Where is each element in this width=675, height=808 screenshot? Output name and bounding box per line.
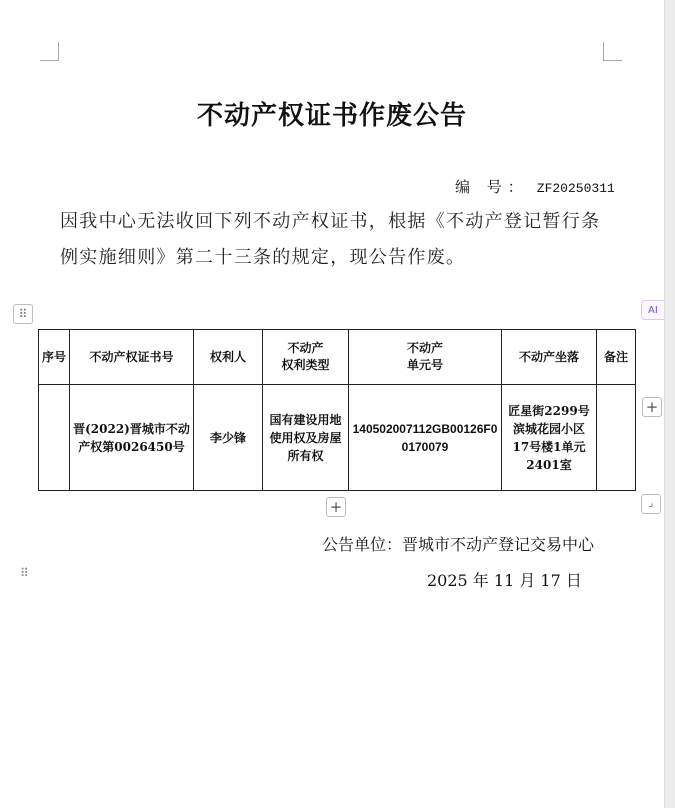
header-location: 不动产坐落: [502, 330, 597, 385]
table-header-row: [39, 330, 636, 385]
header-unit-no-line2: 单元号: [406, 358, 443, 372]
add-column-button[interactable]: +: [642, 397, 662, 417]
table-select-handle-icon[interactable]: ⠿: [13, 304, 33, 324]
document-title: 不动产权证书作废公告: [196, 101, 467, 131]
cell-location[interactable]: 匠星街2299号滨城花园小区17号楼1单元2401室: [502, 385, 597, 491]
header-remarks: 备注: [597, 330, 636, 385]
header-owner: 权利人: [194, 330, 263, 385]
cell-cert-no[interactable]: 晋(2022)晋城市不动产权第0026450号: [70, 385, 194, 491]
header-cert-no: 不动产权证书号: [70, 330, 194, 385]
cell-owner[interactable]: 李少锋: [194, 385, 263, 491]
cell-remarks[interactable]: [597, 385, 636, 491]
table-resize-icon[interactable]: ⌟: [641, 494, 661, 514]
serial-value: ZF20250311: [536, 181, 615, 196]
void-certificate-table: [38, 329, 636, 491]
drag-handle-icon[interactable]: ⠿: [20, 566, 29, 580]
add-row-button[interactable]: +: [326, 497, 346, 517]
header-unit-no-line1: 不动产: [406, 341, 443, 355]
cell-seq[interactable]: [39, 385, 70, 491]
header-right-type-line2: 权利类型: [281, 358, 330, 372]
header-right-type: [263, 330, 349, 385]
serial-label: 编 号：: [455, 178, 529, 196]
serial-number: [455, 176, 615, 197]
table-row: [39, 385, 636, 491]
announcement-paragraph: 因我中心无法收回下列不动产权证书，根据《不动产登记暂行条例实施细则》第二十三条的规定，现公告作废。: [60, 211, 601, 268]
page-corner-mark-top-right: [603, 42, 622, 61]
header-seq: 序号: [39, 330, 70, 385]
issuing-unit: 公告单位：晋城市不动产登记交易中心: [322, 535, 595, 554]
ai-assistant-button[interactable]: AI: [641, 300, 675, 320]
cell-right-type[interactable]: 国有建设用地使用权及房屋所有权: [263, 385, 349, 491]
vertical-scrollbar[interactable]: [664, 0, 675, 808]
announcement-date: 2025 年 11 月 17 日: [427, 571, 582, 590]
header-right-type-line1: 不动产: [287, 341, 324, 355]
page-corner-mark-top-left: [40, 42, 59, 61]
header-unit-no: [349, 330, 502, 385]
cell-unit-no[interactable]: 140502007112GB00126F00170079: [349, 385, 502, 491]
